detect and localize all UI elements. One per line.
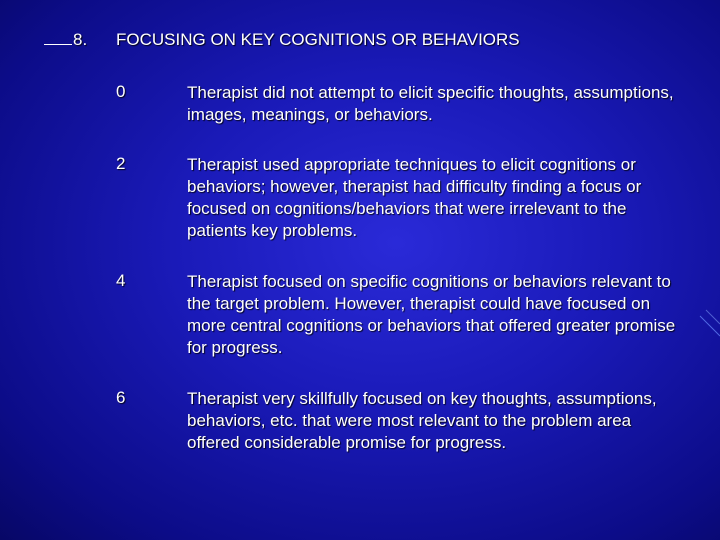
rating-score-4: 4 xyxy=(116,271,126,290)
light-streak-1 xyxy=(700,316,720,336)
rating-description-6: Therapist very skillfully focused on key thoughts, assumptions, behaviors, etc. that were most relevant to the problem area offered considerable promise for progress. xyxy=(187,389,657,452)
rating-description-4: Therapist focused on specific cognitions or behaviors relevant to the target problem. However, therapist could have focused on more central cognitions or behaviors that offered greater promise for progress. xyxy=(187,272,676,357)
rating-score-6: 6 xyxy=(116,388,126,407)
item-number xyxy=(44,30,87,50)
light-streak-2 xyxy=(706,310,720,324)
item-number-label: 8. xyxy=(73,30,88,49)
rating-description-2: Therapist used appropriate techniques to elicit cognitions or behaviors; however, therapist had difficulty finding a focus or focused on cognitions/behaviors that were irrelevant to the patients key problems. xyxy=(187,155,642,240)
rating-description-0: Therapist did not attempt to elicit specific thoughts, assumptions, images, meanings, or behaviors. xyxy=(187,83,674,124)
score-blank-line xyxy=(44,30,72,45)
item-heading: FOCUSING ON KEY COGNITIONS OR BEHAVIORS xyxy=(116,30,520,49)
rating-score-2: 2 xyxy=(116,154,126,173)
rating-score-0: 0 xyxy=(116,82,126,101)
